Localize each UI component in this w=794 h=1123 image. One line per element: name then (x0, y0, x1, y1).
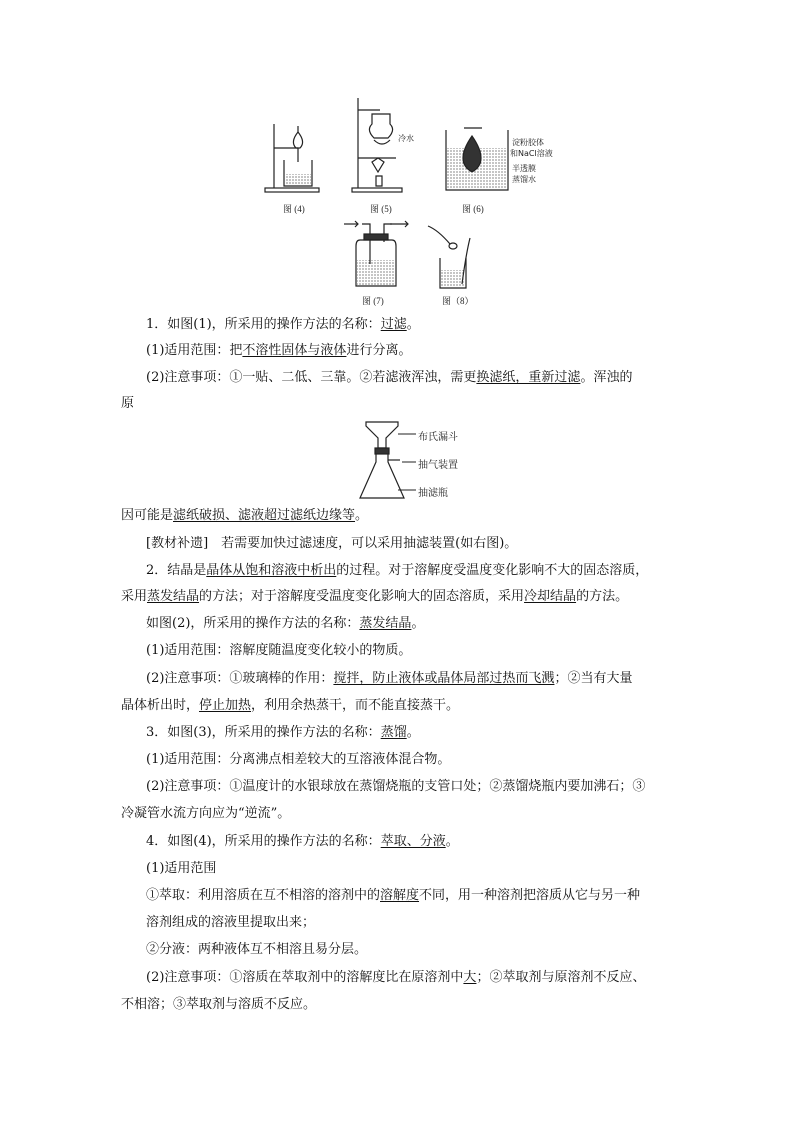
text: ；②当有大量 (554, 671, 633, 686)
section-2-figure-ref (146, 615, 702, 633)
text: 晶体析出时， (121, 698, 200, 713)
section-2-line-2 (121, 588, 677, 606)
answer-underline: 萃取、分液 (380, 834, 446, 849)
answer-underline: 蒸发结晶 (147, 589, 200, 604)
answer-underline: 晶体从饱和溶液中析出 (206, 563, 337, 578)
figure-7-caption: 图 (7) (362, 296, 384, 306)
text: ，利用余热蒸干，而不能直接蒸干。 (251, 698, 460, 713)
text: 进行分离。 (346, 343, 412, 358)
text: 的过程。对于溶解度受温度变化影响不大的固态溶质， (336, 563, 649, 578)
text: (1)适用范围：溶解度随温度变化较小的物质。 (146, 643, 412, 658)
figure-5-caption: 图 (5) (370, 204, 392, 214)
text: ；②萃取剂与原溶剂不反应、 (476, 970, 646, 985)
text: 溶剂组成的溶液里提取出来； (146, 915, 316, 930)
text: 。 (406, 725, 420, 740)
section-4-notes-line-1 (146, 969, 702, 987)
text: (2)注意事项：①一贴、二低、三靠。②若滤液浑浊，需更 (146, 370, 477, 385)
text: [教材补遗] 若需要加快过滤速度，可以采用抽滤装置(如右图)。 (146, 536, 518, 551)
text: 2．结晶是 (146, 563, 207, 578)
section-2-range (146, 642, 702, 660)
figure-8-caption: 图（8） (442, 296, 474, 306)
text: 采用 (121, 589, 148, 604)
text: (2)注意事项：①温度计的水银球放在蒸馏烧瓶的支管口处；②蒸馏烧瓶内要加沸石；③ (146, 779, 646, 794)
text: (2)注意事项：①溶质在萃取剂中的溶解度比在原溶剂中 (146, 970, 464, 985)
buchner-label-flask: 抽滤瓶 (418, 488, 448, 499)
textbook-supplement (146, 535, 702, 553)
text: 原 (121, 396, 135, 411)
figure-4-caption: 图 (4) (283, 204, 305, 214)
text: (1)适用范围：分离沸点相差较大的互溶液体混合物。 (146, 752, 451, 767)
figure-5-cold-water-label: 冷水 (398, 134, 414, 143)
text: 不相溶；③萃取剂与溶质不反应。 (121, 997, 317, 1012)
section-3-notes-line-2 (121, 805, 677, 823)
text: 的方法。 (576, 589, 629, 604)
text: 1．如图(1)，所采用的操作方法的名称： (146, 317, 381, 332)
section-3-title (146, 724, 702, 742)
section-3-range (146, 751, 702, 769)
section-3-notes-line-1 (146, 778, 702, 796)
answer-underline: 搅拌，防止液体或晶体局部过热而飞溅 (333, 671, 555, 686)
text: 。 (355, 508, 369, 523)
answer-underline: 溶解度 (380, 888, 420, 903)
figure-6-label-water: 蒸馏水 (512, 175, 536, 184)
buchner-label-funnel: 布氏漏斗 (418, 432, 458, 443)
section-2-notes-line-1 (146, 670, 702, 688)
answer-underline: 换滤纸，重新过滤 (476, 370, 581, 385)
section-4-separation (146, 941, 702, 959)
section-4-range-heading (146, 860, 702, 878)
text: 。 (406, 317, 420, 332)
text: 不同，用一种溶剂把溶质从它与另一种 (419, 888, 641, 903)
answer-underline: 蒸馏 (380, 725, 407, 740)
answer-underline: 蒸发结晶 (359, 616, 412, 631)
buchner-label-pump: 抽气装置 (418, 460, 458, 471)
section-4-extraction-line-1 (146, 887, 702, 905)
text: 如图(2)，所采用的操作方法的名称： (146, 616, 360, 631)
answer-underline: 滤纸破损、滤液超过滤纸边缘等 (173, 508, 356, 523)
text: 。 (411, 616, 425, 631)
text: ①萃取：利用溶质在互不相溶的溶剂中的 (146, 888, 381, 903)
section-4-extraction-line-2 (146, 914, 702, 932)
text: 3．如图(3)，所采用的操作方法的名称： (146, 725, 381, 740)
text: ②分液：两种液体互不相溶且易分层。 (146, 942, 368, 957)
text: 的方法；对于溶解度受温度变化影响大的固态溶质，采用 (199, 589, 525, 604)
section-4-notes-line-2 (121, 996, 677, 1014)
answer-underline: 大 (463, 970, 477, 985)
answer-underline: 过滤 (380, 317, 407, 332)
text: (1)适用范围：把 (146, 343, 243, 358)
figure-6-label-colloid-2: 和NaCl溶液 (510, 149, 553, 158)
figure-6-label-membrane: 半透膜 (512, 164, 536, 173)
text: 因可能是 (121, 508, 174, 523)
text: 4．如图(4)，所采用的操作方法的名称： (146, 834, 381, 849)
answer-underline: 不溶性固体与液体 (242, 343, 347, 358)
text: 冷凝管水流方向应为“逆流”。 (121, 806, 291, 821)
figure-6-caption: 图 (6) (462, 204, 484, 214)
section-1-notes-line-3 (121, 507, 677, 525)
answer-underline: 停止加热 (199, 698, 252, 713)
text: 。 (445, 834, 459, 849)
answer-underline: 冷却结晶 (524, 589, 577, 604)
figure-6-label-colloid-1: 淀粉胶体 (512, 138, 544, 147)
text: (1)适用范围 (146, 861, 217, 876)
section-2-line-1 (146, 562, 702, 580)
text: 。浑浊的 (580, 370, 633, 385)
section-4-title (146, 833, 702, 851)
section-2-notes-line-2 (121, 697, 677, 715)
text: (2)注意事项：①玻璃棒的作用： (146, 671, 334, 686)
